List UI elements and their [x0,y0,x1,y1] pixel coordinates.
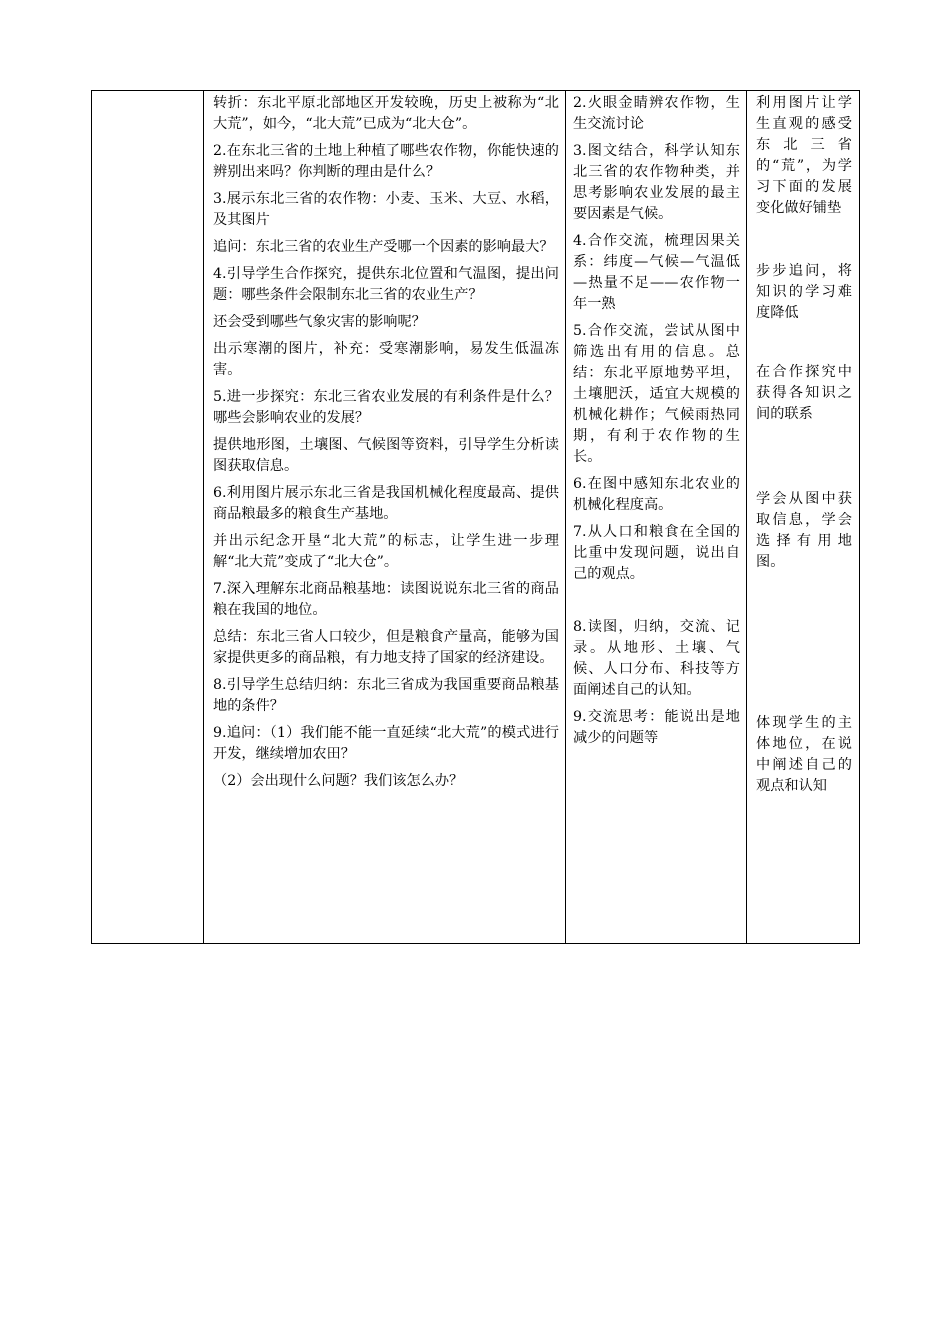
teacher-activity-paragraph: 还会受到哪些气象灾害的影响呢？ [213,314,426,330]
design-intent-paragraph: 在合作探究中获得各知识之间的联系 [756,364,852,422]
teacher-activity-paragraph: 2.在东北三省的土地上种植了哪些农作物，你能快速的辨别出来吗？你判断的理由是什么？ [213,143,559,180]
teacher-activity-paragraph: 并出示纪念开垦“北大荒”的标志，让学生进一步理解“北大荒”变成了“北大仓”。 [213,533,559,570]
teacher-activity-cell [213,93,559,798]
column-divider [203,91,204,943]
teacher-activity-paragraph: 出示寒潮的图片，补充：受寒潮影响，易发生低温冻害。 [213,341,559,378]
teacher-activity-paragraph: 追问：东北三省的农业生产受哪一个因素的影响最大？ [213,239,554,255]
teacher-activity-paragraph: 提供地形图，土壤图、气候图等资料，引导学生分析读图获取信息。 [213,437,559,474]
teacher-activity-paragraph: （2）会出现什么问题？我们该怎么办？ [213,773,464,789]
design-intent-cell [756,93,852,797]
student-activity-paragraph: 9.交流思考：能说出是地减少的问题等 [573,709,740,746]
teacher-activity-paragraph: 9.追问：（1）我们能不能一直延续“北大荒”的模式进行开发，继续增加农田？ [213,725,559,762]
teacher-activity-paragraph: 总结：东北三省人口较少，但是粮食产量高，能够为国家提供更多的商品粮，有力地支持了国家的经济建设。 [213,629,559,666]
teacher-activity-paragraph: 3.展示东北三省的农作物：小麦、玉米、大豆、水稻，及其图片 [213,191,559,228]
lesson-plan-table [91,90,860,944]
teacher-activity-paragraph: 6.利用图片展示东北三省是我国机械化程度最高、提供商品粮最多的粮食生产基地。 [213,485,559,522]
teacher-activity-paragraph: 4.引导学生合作探究，提供东北位置和气温图，提出问题：哪些条件会限制东北三省的农业生产？ [213,266,559,303]
student-activity-paragraph: 2.火眼金睛辨农作物，生生交流讨论 [573,95,740,132]
teacher-activity-paragraph: 7.深入理解东北商品粮基地：读图说说东北三省的商品粮在我国的地位。 [213,581,559,618]
student-activity-paragraph: 4.合作交流，梳理因果关系：纬度—气候—气温低—热量不足——农作物一年一熟 [573,233,740,312]
teacher-activity-paragraph: 8.引导学生总结归纳：东北三省成为我国重要商品粮基地的条件？ [213,677,559,714]
student-activity-paragraph: 6.在图中感知东北农业的机械化程度高。 [573,476,740,513]
design-intent-paragraph: 步步追问，将知识的学习难度降低 [756,263,852,321]
student-activity-cell [573,93,740,755]
design-intent-paragraph: 学会从图中获取信息，学会选择有用地图。 [756,491,852,570]
column-divider [746,91,747,943]
student-activity-paragraph: 7.从人口和粮食在全国的比重中发现问题，说出自己的观点。 [573,524,740,582]
design-intent-paragraph: 利用图片让学生直观的感受东北三省的“荒”，为学习下面的发展变化做好铺垫 [756,95,852,216]
design-intent-paragraph: 体现学生的主体地位，在说中阐述自己的观点和认知 [756,715,852,794]
student-activity-paragraph: 5.合作交流，尝试从图中筛选出有用的信息。总结：东北平原地势平坦，土壤肥沃，适宜大规模的机械化耕作；气候雨热同期，有利于农作物的生长。 [573,323,740,465]
teacher-activity-paragraph: 转折：东北平原北部地区开发较晚，历史上被称为“北大荒”，如今，“北大荒”已成为“北大仓”。 [213,95,559,132]
student-activity-paragraph: 8.读图，归纳，交流、记录。从地形、土壤、气候、人口分布、科技等方面阐述自己的认知。 [573,619,740,698]
column-divider [565,91,566,943]
teacher-activity-paragraph: 5.进一步探究：东北三省农业发展的有利条件是什么？哪些会影响农业的发展？ [213,389,559,426]
student-activity-paragraph: 3.图文结合，科学认知东北三省的农作物种类，并思考影响农业发展的最主要因素是气候。 [573,143,740,222]
